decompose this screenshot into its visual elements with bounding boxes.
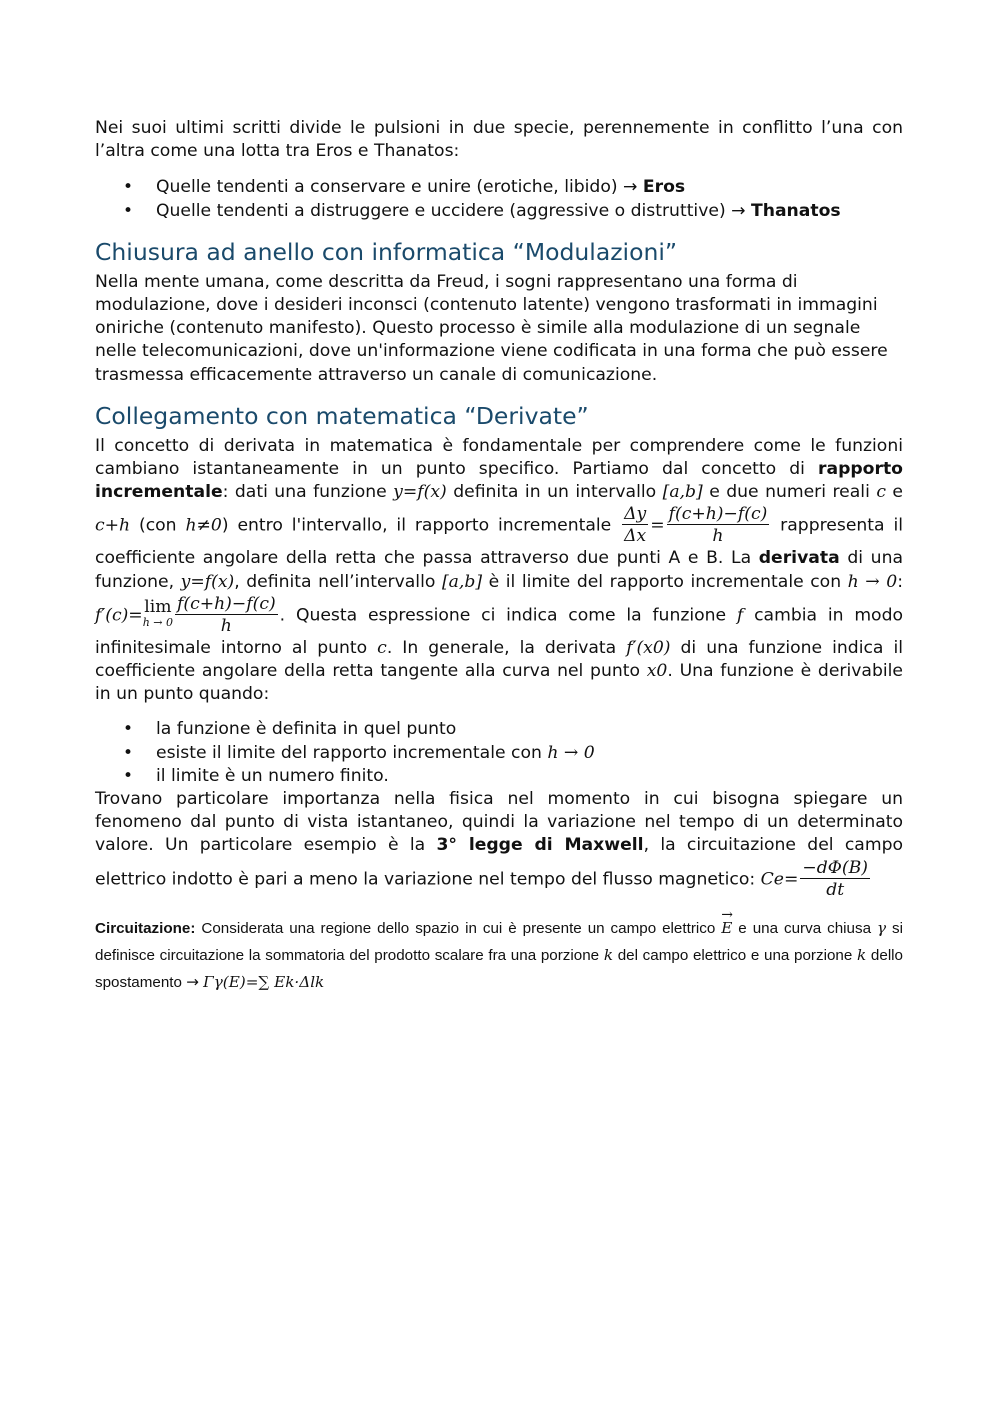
list-item: • la funzione è definita in quel punto [95,718,903,741]
fraction-flux-derivative: $\frac{-d\Phi(B)}{dt}$ [802,857,868,900]
fraction-incremental-ratio: $\frac{f(c+h)-f(c)}{h}$ [668,504,768,547]
fraction-derivative-limit: $\frac{f(c+h)-f(c)}{h}$ [177,593,276,636]
page-content [95,117,903,996]
math-c: c [876,482,886,503]
derivable-conditions-list [95,718,903,788]
arrow-icon: → [186,972,199,991]
math-y-equals-fx: y=f(x) [180,571,235,592]
list-item: • Quelle tendenti a distruggere e uccidere (aggressive o distruttive) → Thanatos [95,200,903,223]
arrow-icon: → [623,177,638,198]
fraction-delta-y-over-delta-x: $\frac{\Delta y}{\Delta x}$ [624,504,647,547]
math-k: k [857,945,867,964]
intro-paragraph: Nei suoi ultimi scritti divide le pulsioni in due specie, perennemente in conflitto l’una con l’altra come una lotta tra Eros e Thanatos: [95,118,903,162]
list-item: • esiste il limite del rapporto incrementale con h → 0 [95,742,903,765]
math-interval-ab: [a,b] [441,571,483,592]
circuitazione-note: Circuitazione: Considerata una regione dello spazio in cui è presente un campo elettrico → E e una curva chiusa γ si definisce circuitazione la sommatoria del prodotto scalare fra una porzione k del campo elettrico e una porzione k dello spostamento → Γγ(E)=∑ Ek·Δlk [95,915,903,996]
limit-operator: lim h → 0 [142,597,173,630]
arrow-icon: → [731,200,746,221]
math-vector-E: → E [721,915,732,941]
math-h-to-zero: h → 0 [847,571,898,592]
maxwell-paragraph: Trovano particolare importanza nella fisica nel momento in cui bisogna spiegare un fenomeno dal punto di vista istantaneo, quindi la variazione nel tempo di un determinato valore. Un particolare esempio è la 3° legge di Maxwell, la circuitazione del campo elettrico indotto è pari a meno la variazione nel tempo del flusso magnetico: Ce= $\frac{-d\Phi(B)}{dt}$ [95,789,903,900]
math-x0: x0 [646,661,668,682]
math-h-to-zero: h → 0 [547,742,595,763]
math-f: f [736,605,744,626]
math-c: c [377,637,387,658]
math-h-not-zero: h≠0 [185,515,222,536]
math-circulation-formula: Γγ(E)=∑ Ek·Δlk [203,972,325,991]
math-gamma: γ [876,918,887,937]
math-f-prime-c: f′(c)= [95,605,143,626]
math-interval-ab: [a,b] [662,482,703,503]
list-item: • Quelle tendenti a conservare e unire (erotiche, libido) → Eros [95,176,903,199]
derivate-paragraph: Il concetto di derivata in matematica è fondamentale per comprendere come le funzioni cambiano istantaneamente in un punto specifico. Partiamo dal concetto di rapporto incrementale: dati una funzione y=f(x) definita in un intervallo [a,b] e due numeri reali c e c+h (con h≠0) entro l'intervallo, il rapporto incrementale $\frac{\Delta y}{\Delta x}$ = $\frac{f(c+h)-f(c)}{h}$ rappresenta il coefficiente angolare della retta che passa attraverso due punti A e B. La derivata di una funzione, y=f(x), definita nell’intervallo [a,b] è il limite del rapporto incrementale con h → 0: f′(c)=lim h → 0 $\frac{f(c+h)-f(c)}{h}$ . Questa espressione ci indica come la funzione f cambia in modo infinitesimale intorno al punto c. In generale, la derivata f′(x0) di una funzione indica il coefficiente angolare della retta tangente alla curva nel punto x0. Una funzione è derivabile in un punto quando: [95,435,904,705]
modulazioni-paragraph: Nella mente umana, come descritta da Freud, i sogni rappresentano una forma di modulazione, dove i desideri inconsci (contenuto latente) vengono trasformati in immagini oniriche (contenuto manifesto). Questo processo è simile alla modulazione di un segnale nelle telecomunicazioni, dove un'informazione viene codificata in una forma che può essere trasmessa efficacemente attraverso un canale di comunicazione. [95,271,888,385]
section-heading-modulazioni: Chiusura ad anello con informatica “Modulazioni” [95,237,678,266]
pulsioni-list [95,176,903,222]
math-y-equals-fx: y=f(x) [393,482,447,503]
math-k: k [603,945,614,964]
list-item: • il limite è un numero finito. [95,765,903,788]
math-c-plus-h: c+h [95,515,131,536]
math-f-prime-x0: f′(x0) [626,637,671,658]
math-ce: Ce= [760,869,799,890]
section-heading-derivate: Collegamento con matematica “Derivate” [95,401,589,430]
